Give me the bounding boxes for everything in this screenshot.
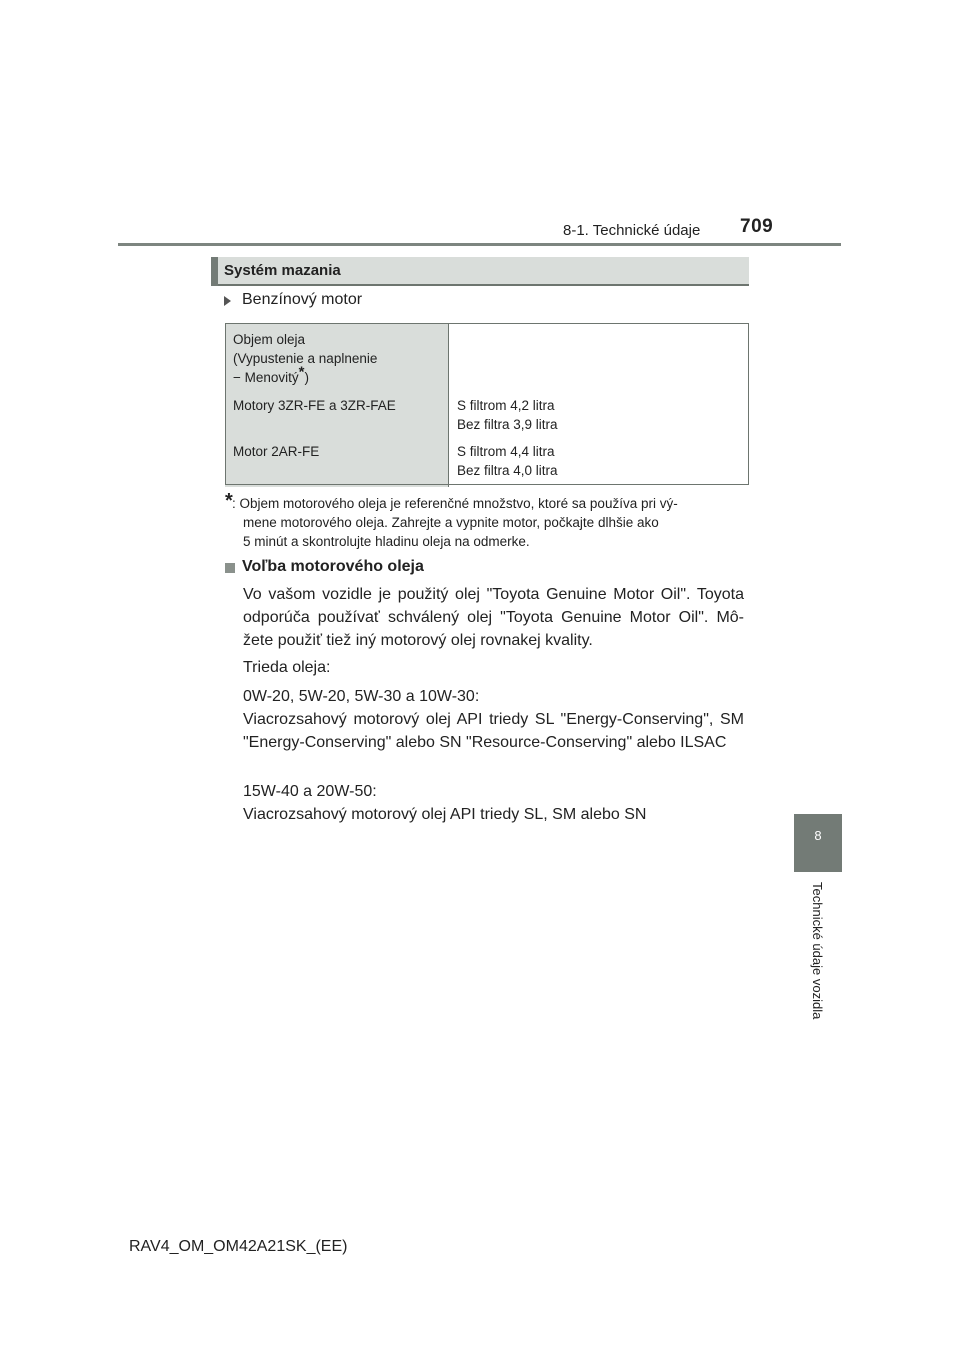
subheading: Benzínový motor xyxy=(242,291,363,308)
oil-grade-label: Trieda oleja: xyxy=(243,659,331,676)
capacity-without-filter: Bez filtra 3,9 litra xyxy=(457,417,558,432)
triangle-bullet-icon xyxy=(224,296,231,306)
section-title: Systém mazania xyxy=(224,262,341,279)
chapter-tab xyxy=(794,814,842,872)
square-bullet-icon xyxy=(225,563,235,573)
table-header-row xyxy=(225,323,750,395)
oil-selection-heading: Voľba motorového oleja xyxy=(242,558,424,575)
footnote-line: mene motorového oleja. Zahrejte a vypnite motor, počkajte dlhšie ako xyxy=(243,515,659,530)
table-header-line: ) xyxy=(304,370,309,385)
capacity-with-filter: S filtrom 4,2 litra xyxy=(457,398,555,413)
page-number: 709 xyxy=(740,216,774,237)
table-header-line: Objem oleja xyxy=(233,332,306,347)
capacity-with-filter: S filtrom 4,4 litra xyxy=(457,444,555,459)
table-header-line: (Vypustenie a naplnenie xyxy=(233,351,378,366)
table-header-cell xyxy=(225,323,449,395)
oil-grade-text: Viacrozsahový motorový olej API triedy SL "Energy-Conserving", SM "Energy-Conserving" alebo SN "Resource-Conserving" alebo ILSAC xyxy=(243,711,744,751)
footnote-line: 5 minút a skontrolujte hladinu oleja na odmerke. xyxy=(243,534,530,549)
oil-capacity-table xyxy=(225,323,750,487)
chapter-tab-number: 8 xyxy=(814,828,822,843)
oil-grade-block xyxy=(243,685,744,754)
oil-selection-paragraph: Vo vašom vozidle je použitý olej "Toyota Genuine Motor Oil". Toyota odporúča používať schválený olej "Toyota Genuine Motor Oil". Mô- žete použiť tiež iný motorový olej rovnakej kvality. xyxy=(243,586,744,649)
chapter-tab-label: Technické údaje vozidla xyxy=(810,882,825,1020)
footnote-marker: * xyxy=(225,490,233,512)
oil-grade-text: Viacrozsahový motorový olej API triedy SL, SM alebo SN xyxy=(243,806,647,823)
oil-grade-block xyxy=(243,780,744,826)
table-row xyxy=(225,395,750,441)
footnote-text xyxy=(232,494,750,551)
table-header-line: − Menovitý xyxy=(233,370,299,385)
table-header-value xyxy=(449,323,751,395)
header-rule xyxy=(118,243,841,246)
table-cell-engine: Motory 3ZR-FE a 3ZR-FAE xyxy=(225,395,449,441)
oil-grade-heading: 0W-20, 5W-20, 5W-30 a 10W-30: xyxy=(243,688,480,705)
footnote-star: * xyxy=(298,363,305,381)
table-cell-capacity xyxy=(449,441,751,487)
capacity-without-filter: Bez filtra 4,0 litra xyxy=(457,463,558,478)
table-cell-capacity xyxy=(449,395,751,441)
section-bar-accent xyxy=(211,257,218,286)
footnote-line: : Objem motorového oleja je referenčné množstvo, ktoré sa používa pri vý- xyxy=(232,496,678,511)
document-code-footer: RAV4_OM_OM42A21SK_(EE) xyxy=(129,1238,348,1255)
table-row xyxy=(225,441,750,487)
section-header: 8-1. Technické údaje xyxy=(563,222,701,239)
oil-grade-heading: 15W-40 a 20W-50: xyxy=(243,783,377,800)
table-cell-engine: Motor 2AR-FE xyxy=(225,441,449,487)
